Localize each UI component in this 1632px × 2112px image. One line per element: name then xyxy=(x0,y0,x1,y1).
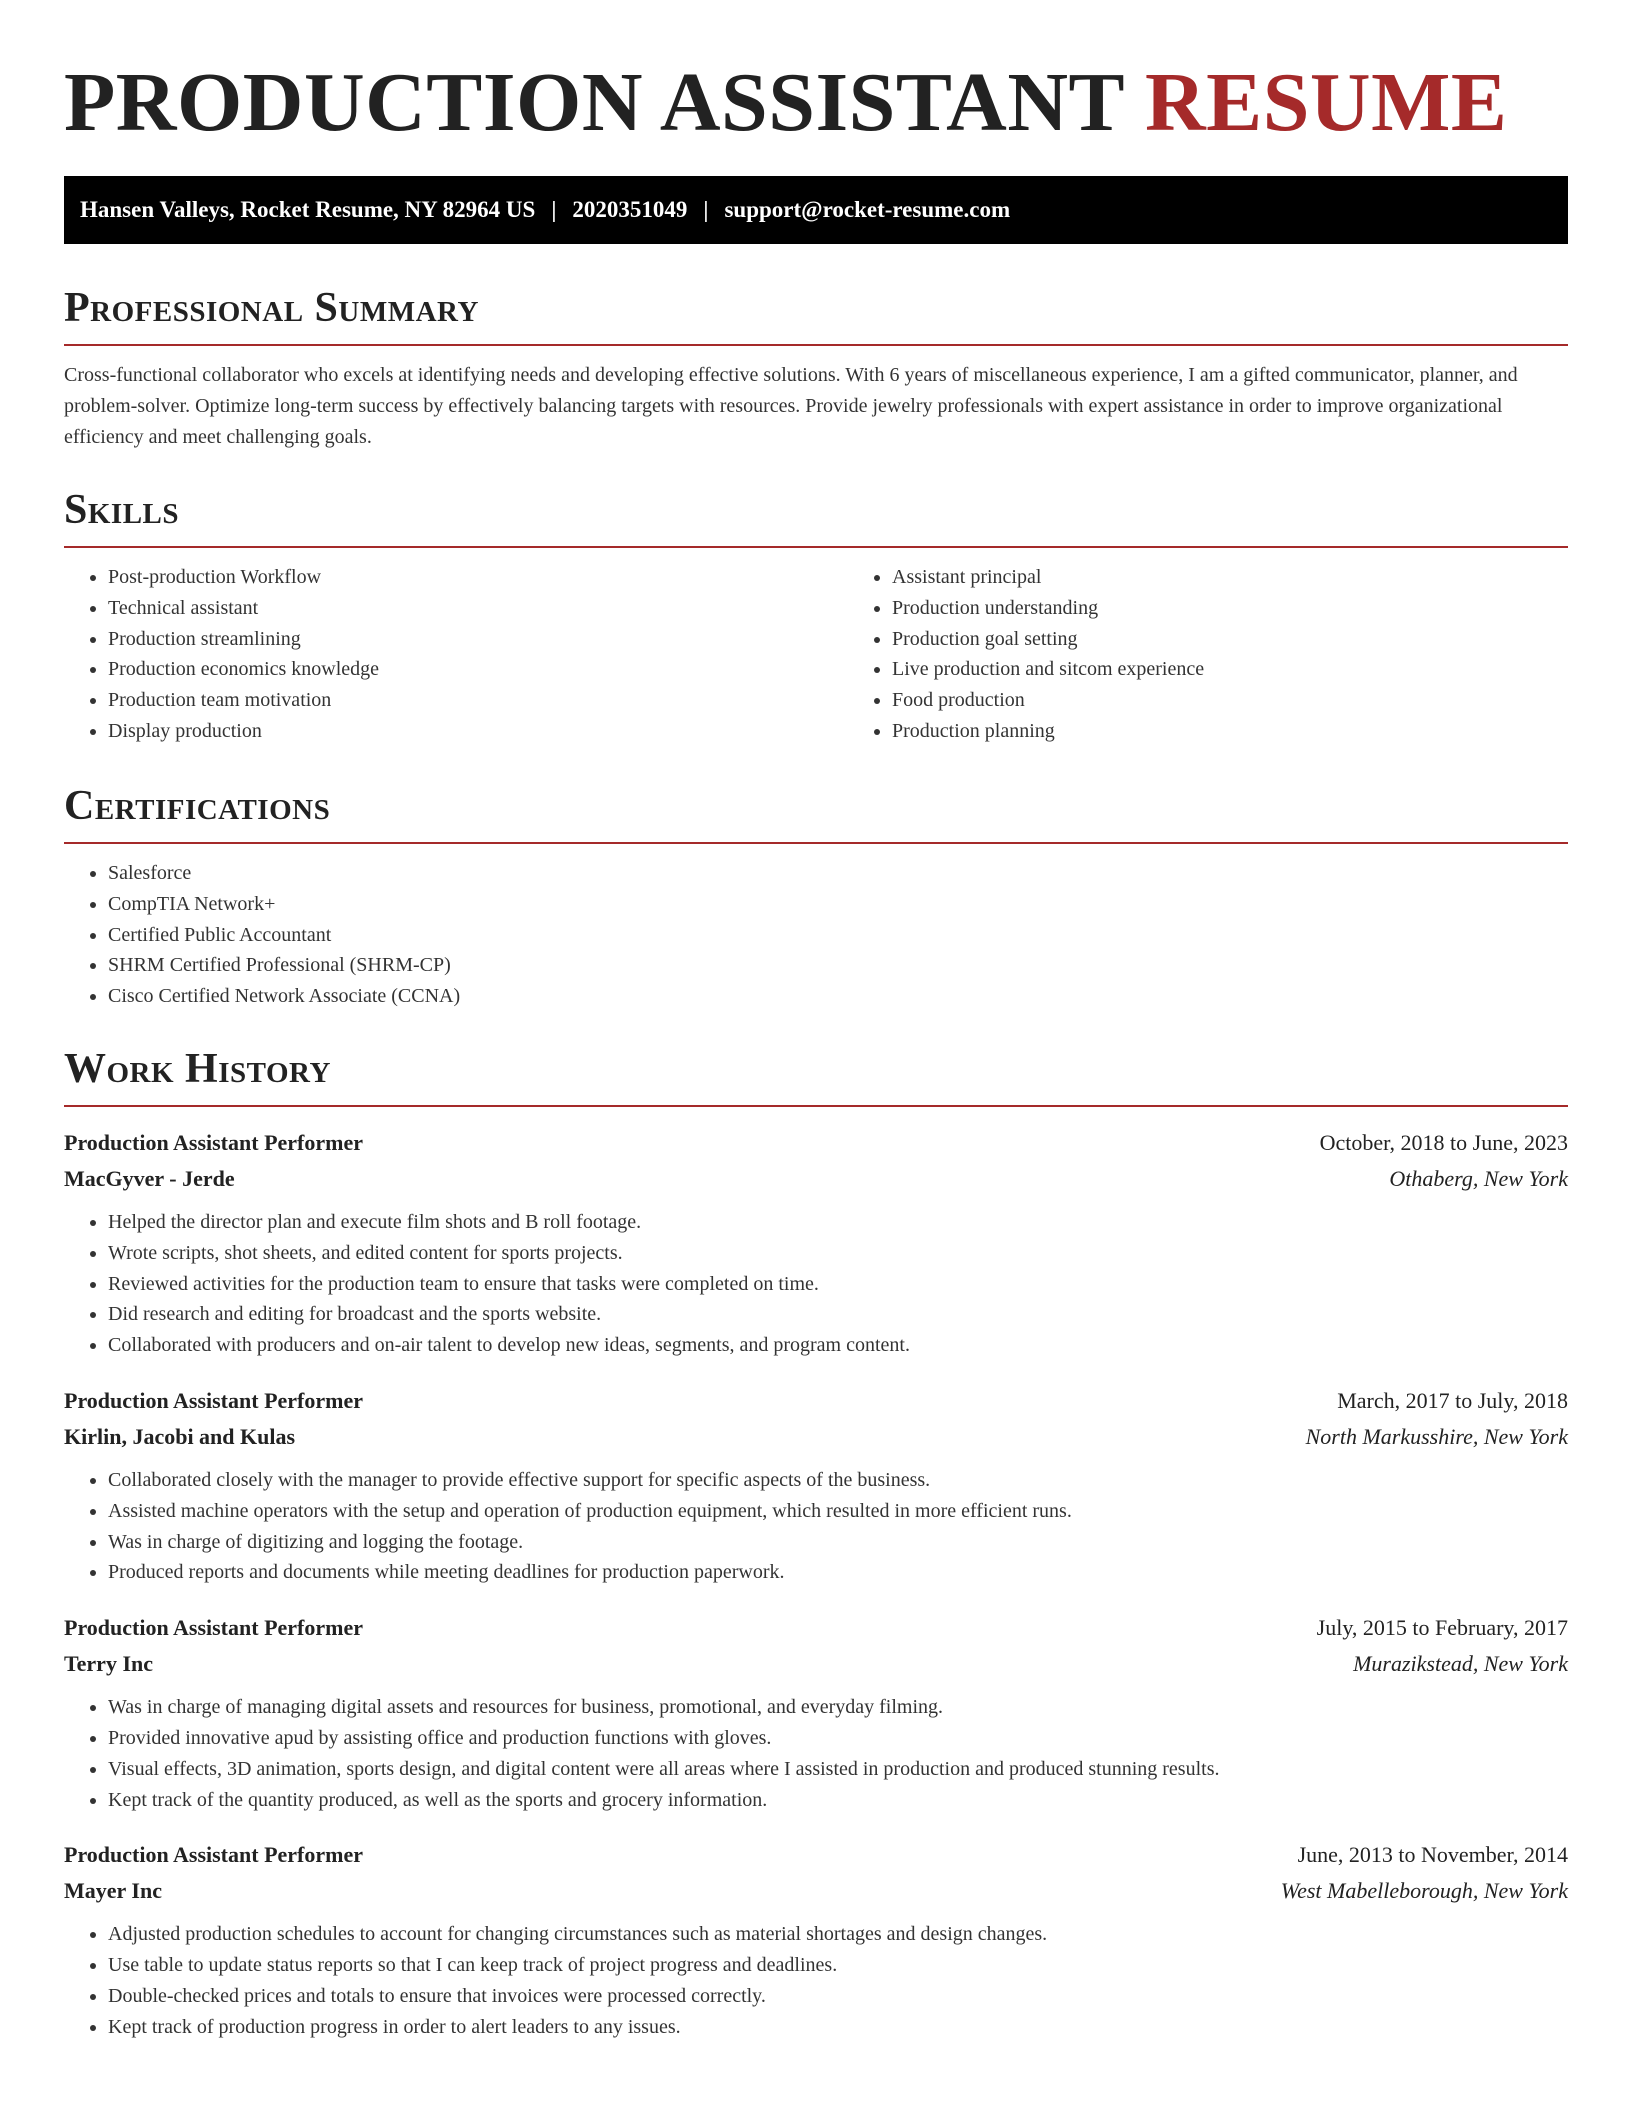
list-item: • Display production xyxy=(108,716,848,747)
contact-bar xyxy=(64,176,1568,244)
list-item: • Adjusted production schedules to account for changing circumstances such as material shortages and design changes. xyxy=(108,1919,1568,1950)
jobs-container xyxy=(64,1125,1568,2043)
list-item: • CompTIA Network+ xyxy=(108,889,1568,920)
list-item: • Was in charge of managing digital assets and resources for business, promotional, and everyday filming. xyxy=(108,1692,1568,1723)
list-item: • Assisted machine operators with the setup and operation of production equipment, which resulted in more efficient runs. xyxy=(108,1496,1568,1527)
list-item: • Live production and sitcom experience xyxy=(892,654,1632,685)
job-dates: June, 2013 to November, 2014 xyxy=(1297,1842,1568,1868)
job-bullets xyxy=(64,1919,1568,2042)
contact-separator: | xyxy=(703,197,709,222)
list-item: • Production planning xyxy=(892,716,1632,747)
skills-section xyxy=(64,484,1568,747)
skills-heading: Skills xyxy=(64,484,1568,548)
list-item: • Produced reports and documents while meeting deadlines for production paperwork. xyxy=(108,1557,1568,1588)
list-item: • Production economics knowledge xyxy=(108,654,848,685)
job-dates: July, 2015 to February, 2017 xyxy=(1316,1615,1568,1641)
job-header-row xyxy=(64,1837,1568,1873)
list-item: • Use table to update status reports so that I can keep track of project progress and deadlines. xyxy=(108,1950,1568,1981)
list-item: • Kept track of the quantity produced, as well as the sports and grocery information. xyxy=(108,1785,1568,1816)
contact-separator: | xyxy=(551,197,557,222)
summary-heading: Professional Summary xyxy=(64,282,1568,346)
job-title: Production Assistant Performer xyxy=(64,1615,363,1641)
list-item: • Reviewed activities for the production team to ensure that tasks were completed on time. xyxy=(108,1269,1568,1300)
job-bullets xyxy=(64,1692,1568,1815)
work-history-section xyxy=(64,1043,1568,2043)
list-item: • Production understanding xyxy=(892,593,1632,624)
job-company-row xyxy=(64,1646,1568,1682)
job-entry xyxy=(64,1125,1568,1361)
list-item: • Production goal setting xyxy=(892,624,1632,655)
job-company: MacGyver - Jerde xyxy=(64,1166,235,1191)
list-item: • Visual effects, 3D animation, sports design, and digital content were all areas where I assisted in production and produced stunning results. xyxy=(108,1754,1568,1785)
job-company: Terry Inc xyxy=(64,1651,154,1677)
contact-address: Hansen Valleys, Rocket Resume, NY 82964 US xyxy=(80,197,536,222)
skills-list-right xyxy=(848,562,1632,747)
certifications-section xyxy=(64,780,1568,1012)
title-main: PRODUCTION ASSISTANT xyxy=(64,56,1124,149)
list-item: • Wrote scripts, shot sheets, and edited content for sports projects. xyxy=(108,1238,1568,1269)
list-item: • Did research and editing for broadcast and the sports website. xyxy=(108,1299,1568,1330)
list-item: • Double-checked prices and totals to ensure that invoices were processed correctly. xyxy=(108,1981,1568,2012)
job-header-row xyxy=(64,1610,1568,1646)
certifications-heading: Certifications xyxy=(64,780,1568,844)
job-header-row xyxy=(64,1125,1568,1161)
contact-email[interactable]: support@rocket-resume.com xyxy=(724,197,1011,222)
list-item: • Certified Public Accountant xyxy=(108,920,1568,951)
list-item: • Production streamlining xyxy=(108,624,848,655)
job-dates: March, 2017 to July, 2018 xyxy=(1337,1387,1568,1413)
summary-text: Cross-functional collaborator who excels at identifying needs and developing effective solutions. With 6 years of miscellaneous experience, I am a gifted communicator, planner, and problem-solver. Optimize long-term success by effectively balancing targets with resources. Provide jewelry professionals with expert assistance in order to improve organizational efficiency and meet challenging goals. xyxy=(64,364,1518,448)
list-item: • Kept track of production progress in order to alert leaders to any issues. xyxy=(108,2012,1568,2043)
list-item: • Production team motivation xyxy=(108,685,848,716)
job-company-row xyxy=(64,1873,1568,1909)
job-entry xyxy=(64,1610,1568,1815)
job-company: Mayer Inc xyxy=(64,1878,162,1904)
job-title: Production Assistant Performer xyxy=(64,1842,363,1868)
list-item: • Salesforce xyxy=(108,858,1568,889)
list-item: • Collaborated closely with the manager to provide effective support for specific aspects of the business. xyxy=(108,1465,1568,1496)
job-location: West Mabelleborough, New York xyxy=(1280,1878,1568,1904)
list-item: • Food production xyxy=(892,685,1632,716)
title-accent: RESUME xyxy=(1145,56,1508,149)
list-item: • Post-production Workflow xyxy=(108,562,848,593)
job-bullets xyxy=(64,1207,1568,1361)
job-bullets xyxy=(64,1465,1568,1588)
list-item: • Collaborated with producers and on-air talent to develop new ideas, segments, and program content. xyxy=(108,1330,1568,1361)
job-location: Murazikstead, New York xyxy=(1353,1651,1568,1677)
job-header-row xyxy=(64,1383,1568,1419)
list-item: • Assistant principal xyxy=(892,562,1632,593)
skills-list-left xyxy=(64,562,848,747)
job-title: Production Assistant Performer xyxy=(64,1130,363,1155)
list-item: • Cisco Certified Network Associate (CCNA) xyxy=(108,981,1568,1012)
job-company: Kirlin, Jacobi and Kulas xyxy=(64,1423,296,1449)
job-location: Othaberg, New York xyxy=(1389,1166,1568,1191)
job-entry xyxy=(64,1383,1568,1588)
job-dates: October, 2018 to June, 2023 xyxy=(1319,1130,1568,1155)
list-item: • SHRM Certified Professional (SHRM-CP) xyxy=(108,950,1568,981)
contact-phone[interactable]: 2020351049 xyxy=(572,197,688,222)
list-item: • Provided innovative apud by assisting office and production functions with gloves. xyxy=(108,1723,1568,1754)
list-item: • Was in charge of digitizing and logging the footage. xyxy=(108,1527,1568,1558)
job-company-row xyxy=(64,1419,1568,1455)
skills-columns xyxy=(64,548,1568,747)
job-company-row xyxy=(64,1161,1568,1197)
job-entry xyxy=(64,1837,1568,2042)
list-item: • Helped the director plan and execute film shots and B roll footage. xyxy=(108,1207,1568,1238)
job-location: North Markusshire, New York xyxy=(1305,1423,1568,1449)
list-item: • Technical assistant xyxy=(108,593,848,624)
summary-section xyxy=(64,282,1568,453)
work-history-heading: Work History xyxy=(64,1043,1568,1107)
job-title: Production Assistant Performer xyxy=(64,1387,363,1413)
resume-title xyxy=(64,58,1507,148)
certifications-list xyxy=(64,858,1568,1012)
